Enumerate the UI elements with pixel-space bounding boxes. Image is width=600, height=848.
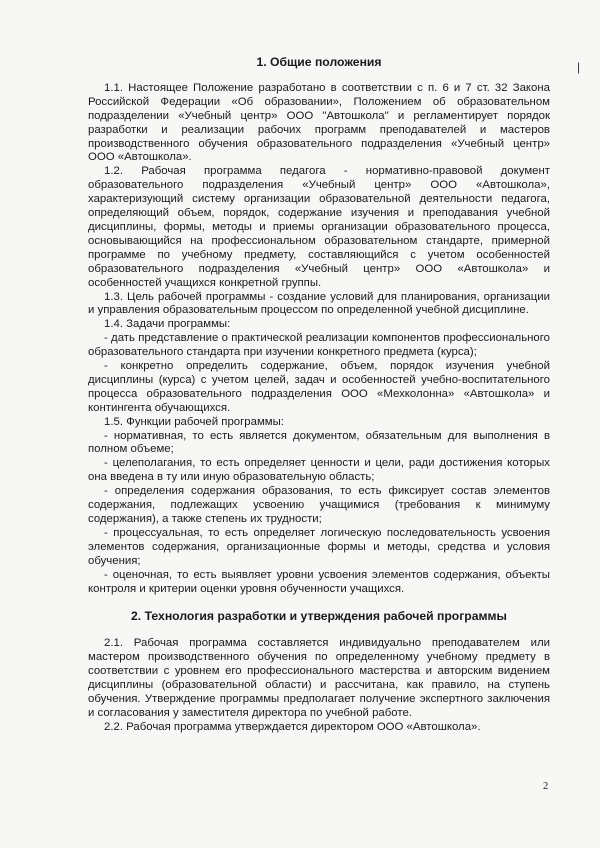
list-item-function-4: - процессуальная, то есть определяет логическую последовательность усвоения элементов содержания, организационные формы и методы, средства и условия обучения; bbox=[88, 526, 550, 567]
paragraph-1-5: 1.5. Функции рабочей программы: bbox=[104, 415, 284, 428]
list-item-task-1: - дать представление о практической реализации компонентов профессионального образовательного стандарта при изучении конкретного предмета (курса); bbox=[88, 332, 550, 359]
paragraph-1-1: 1.1. Настоящее Положение разработано в соответствии с п. 6 и 7 ст. 32 Закона Российской Федерации «Об образовании», Положением об образовательном подразделении «Учебный центр» ООО "Автошкола" и регламентирует порядок разработки и реализации рабочих программ преподавателей и мастеров производственного обучения образовательного подразделения «Учебный центр» ООО «Автошкола». bbox=[88, 81, 550, 164]
list-item-function-1: - нормативная, то есть является документом, обязательным для выполнения в полном объеме; bbox=[88, 429, 550, 456]
paragraph-1-4: 1.4. Задачи программы: bbox=[104, 318, 231, 331]
list-item-task-2: - конкретно определить содержание, объем, порядок изучения учебной дисциплины (курса) с учетом целей, задач и особенностей учебно-воспитательного процесса образовательного подразделения ООО «Мехколонна» «Автошкола» и контингента обучающихся. bbox=[88, 360, 550, 414]
margin-mark: | bbox=[577, 60, 581, 74]
list-item-function-5: - оценочная, то есть выявляет уровни усвоения элементов содержания, объекты контроля и критерии оценки уровня обученности учащихся. bbox=[88, 568, 550, 595]
paragraph-1-2: 1.2. Рабочая программа педагога - нормативно-правовой документ образовательного подразделения «Учебный центр» ООО «Автошкола», характеризующий систему организации образовательной деятельности педагога, определяющий объем, порядок, содержание изучения и преподавания учебной дисциплины, формы, методы и приемы организации образовательного процесса, основывающийся на профессиональном образовательном стандарте, примерной программе по учебному предмету, составляющийся с учетом особенностей образовательного подразделения «Учебный центр» ООО «Автошкола» и особенностей учащихся конкретной группы. bbox=[88, 165, 550, 289]
section-2-title: 2. Технология разработки и утверждения рабочей программы bbox=[131, 609, 507, 624]
page-number: 2 bbox=[543, 781, 549, 792]
list-item-function-2: - целеполагания, то есть определяет ценности и цели, ради достижения которых она введена в ту или иную образовательную область; bbox=[88, 457, 550, 484]
list-item-function-3: - определения содержания образования, то есть фиксирует состав элементов содержания, подлежащих усвоению учащимися (требования к минимуму содержания), а также степень их трудности; bbox=[88, 485, 550, 525]
paragraph-2-2: 2.2. Рабочая программа утверждается директором ООО «Автошкола». bbox=[104, 720, 481, 733]
paragraph-1-3: 1.3. Цель рабочей программы - создание условий для планирования, организации и управления образовательным процессом по определенной учебной дисциплине. bbox=[88, 290, 550, 317]
document-body bbox=[88, 56, 550, 735]
paragraph-2-1: 2.1. Рабочая программа составляется индивидуально преподавателем или мастером производственного обучения по определенному учебному предмету в соответствии с уровнем его профессионального мастерства и авторским видением дисциплины (образовательной области) и рассчитана, как правило, на ступень обучения. Утверждение программы предполагает получение экспертного заключения и согласования у заместителя директора по учебной работе. bbox=[88, 637, 550, 719]
section-1-title: 1. Общие положения bbox=[256, 55, 382, 69]
